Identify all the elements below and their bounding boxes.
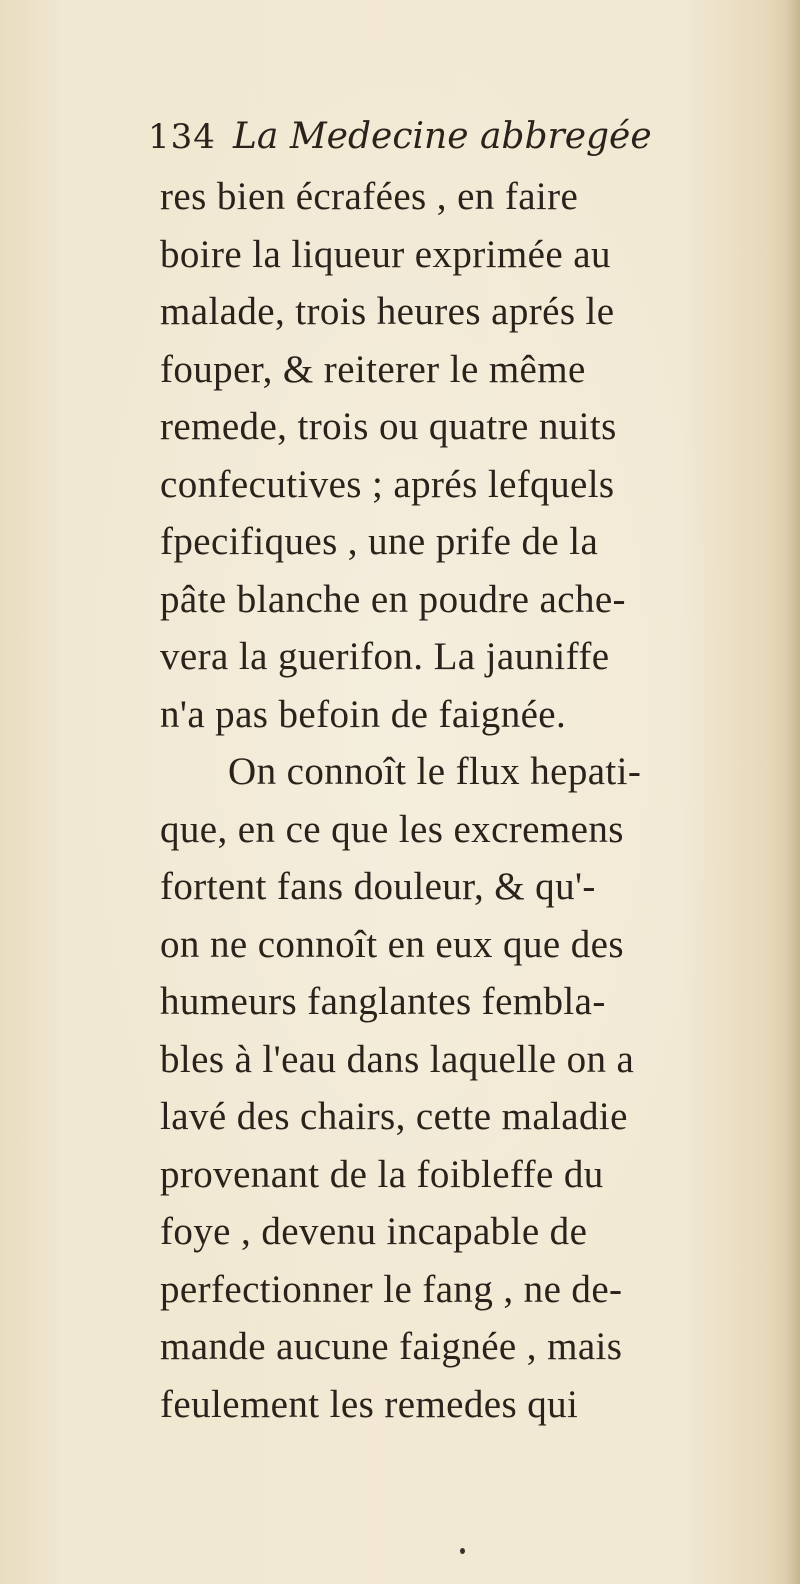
text-line: fouper, & reiterer le même — [160, 347, 586, 391]
text-line: feulement les remedes qui — [160, 1382, 579, 1426]
printer-mark — [460, 1548, 465, 1554]
page-edge-shadow — [786, 0, 800, 1584]
text-line: perfectionner le fang , ne de- — [160, 1267, 623, 1311]
text-line: remede, trois ou quatre nuits — [160, 405, 617, 448]
text-line: boire la liqueur exprimée au — [160, 232, 611, 276]
body-text — [160, 168, 780, 1433]
text-line: confecutives ; aprés lefquels — [160, 462, 615, 506]
text-line: mande aucune faignée , mais — [160, 1325, 623, 1368]
text-line: on ne connoît en eux que des — [160, 922, 624, 966]
text-line: bles à l'eau dans laquelle on a — [160, 1037, 635, 1081]
text-line: vera la guerifon. La jauniffe — [160, 635, 610, 678]
text-line: fortent fans douleur, & qu'- — [160, 865, 596, 908]
text-line: malade, trois heures aprés le — [160, 290, 615, 333]
paragraph-start-line: On connoît le flux hepati- — [228, 750, 642, 793]
text-line: n'a pas befoin de faignée. — [160, 692, 567, 736]
text-line: pâte blanche en poudre ache- — [160, 577, 626, 621]
text-line: humeurs fanglantes fembla- — [160, 980, 606, 1023]
text-line: foye , devenu incapable de — [160, 1210, 588, 1253]
page-header — [148, 116, 652, 157]
text-line: fpecifiques , une prife de la — [160, 520, 599, 563]
running-title: La Medecine abbregée — [233, 116, 652, 157]
page-number: 134 — [148, 117, 216, 157]
text-line: lavé des chairs, cette maladie — [160, 1095, 628, 1138]
text-line: res bien écrafées , en faire — [160, 175, 579, 218]
text-line: provenant de la foibleffe du — [160, 1152, 604, 1196]
text-line: que, en ce que les excremens — [160, 807, 624, 851]
